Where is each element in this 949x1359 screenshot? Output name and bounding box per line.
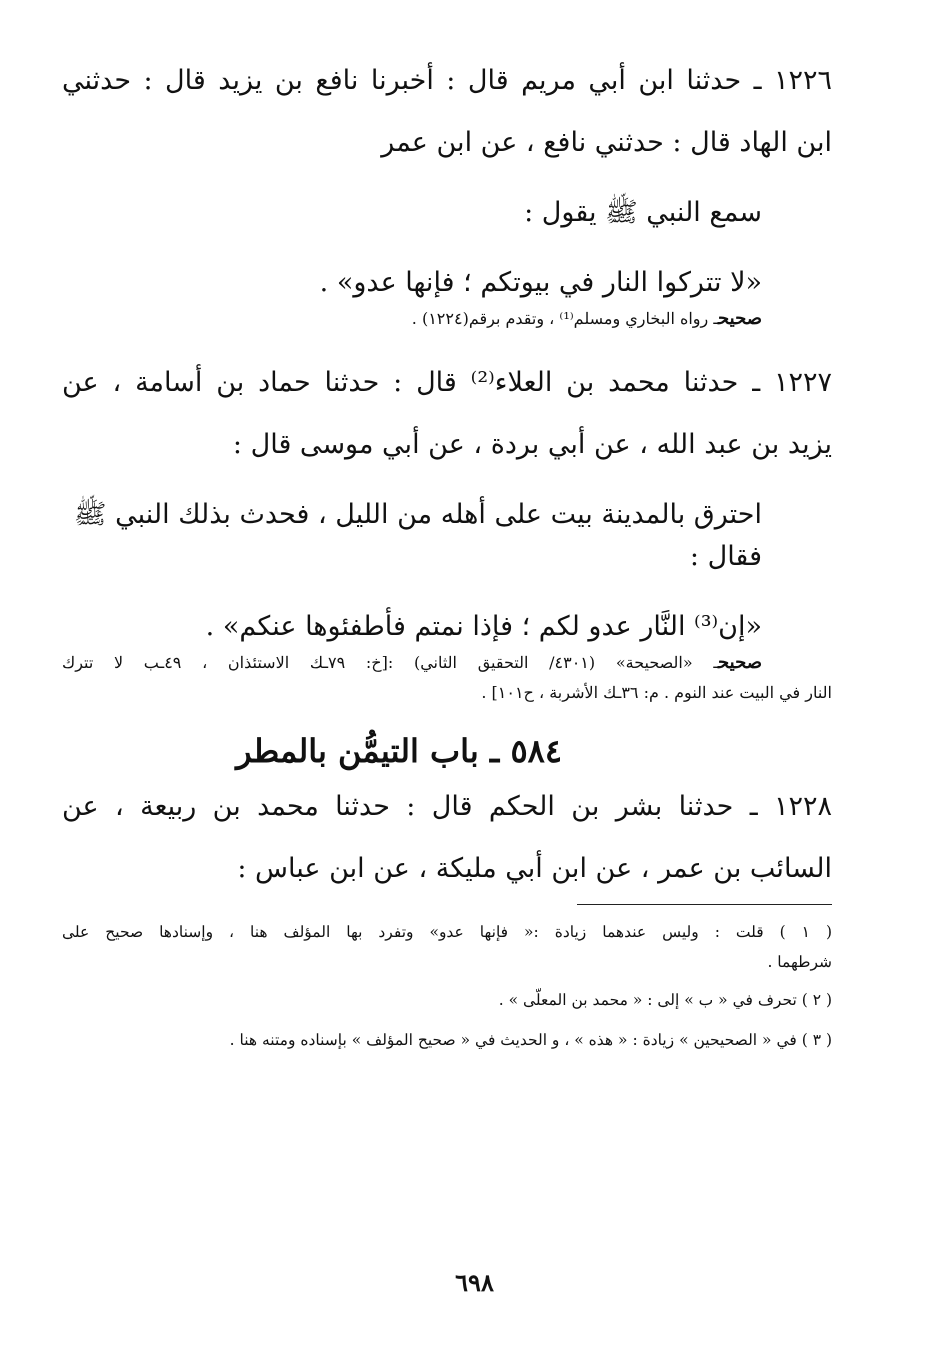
hadith-1227-line-2: يزيد بن عبد الله ، عن أبي بردة ، عن أبي موسى قال : (232, 429, 832, 460)
footnote-1-line-2: شرطهما . (767, 953, 832, 971)
hadith-1227-line-3: احترق بالمدينة بيت على أهله من الليل ، فحدث بذلك النبي ﷺ فقال : (73, 499, 762, 572)
footnote-1-line-1: ( ١ ) قلت : وليس عندهما زيادة :« فإنها عدو» وتفرد بها المؤلف هنا ، وإسنادها صحيح على (62, 923, 832, 941)
hadith-1226-grade (62, 304, 832, 334)
footnote-2: ( ٢ ) تحرف في « ب » إلى : « محمد بن المعلّى » . (498, 991, 832, 1009)
grade-text: ـ رواه البخاري ومسلم⁽¹⁾ ، وتقدم برقم(١٢٢٤) . (411, 309, 719, 328)
hadith-1227-grade-line-1 (62, 648, 832, 678)
hadith-1226-line-4: «لا تتركوا النار في بيوتكم ؛ فإنها عدو» . (319, 267, 762, 298)
chapter-heading: ٥٨٤ ـ باب التيمُّن بالمطر (236, 732, 562, 770)
hadith-1227-line-4: «إن⁽³⁾ النَّار عدو لكم ؛ فإذا نمتم فأطفئوها عنكم» . (205, 611, 762, 642)
hadith-1227-line-1: ١٢٢٧ ـ حدثنا محمد بن العلاء⁽²⁾ قال : حدثنا حماد بن أسامة ، عن (62, 367, 832, 398)
footnote-divider (577, 904, 832, 905)
page-number: ٦٩٨ (455, 1268, 494, 1297)
hadith-1226-line-1: ١٢٢٦ ـ حدثنا ابن أبي مريم قال : أخبرنا نافع بن يزيد قال : حدثني (62, 65, 832, 96)
hadith-1227-grade-line-2: النار في البيت عند النوم . م: ٣٦ـك الأشربة ، ح١٠١] . (481, 683, 832, 702)
grade-label: صحيح (718, 652, 763, 673)
hadith-1226-line-2: ابن الهاد قال : حدثني نافع ، عن ابن عمر (381, 127, 832, 158)
footnote-3: ( ٣ ) في « الصحيحين » زيادة : « هذه » ، و الحديث في « صحيح المؤلف » بإسناده ومتنه هنا . (229, 1031, 832, 1049)
hadith-1226-line-3: سمع النبي ﷺ يقول : (524, 197, 762, 228)
grade-text: ـ «الصحيحة» (٤٣٠١/ التحقيق الثاني) :[خ: ٧٩ـك الاستئذان ، ٤٩ـب لا تترك (62, 653, 719, 672)
grade-label: صحيح (718, 308, 762, 329)
page-body (62, 60, 832, 1055)
hadith-1228-line-1: ١٢٢٨ ـ حدثنا بشر بن الحكم قال : حدثنا محمد بن ربيعة ، عن (62, 791, 832, 822)
hadith-1228-line-2: السائب بن عمر ، عن ابن أبي مليكة ، عن ابن عباس : (237, 853, 832, 884)
